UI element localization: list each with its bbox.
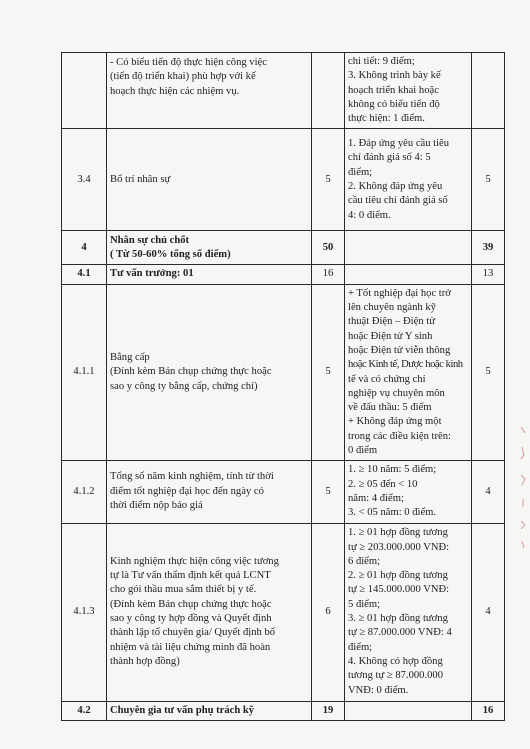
row-criteria: chi tiết: 9 điểm; 3. Không trình bày kế hoạch triển khai hoặc không có biểu tiến độ thực hiện: 1 điểm. [345, 53, 472, 129]
row-score: 5 [472, 284, 505, 461]
row-content: Tổng số năm kinh nghiệm, tính từ thời điểm tốt nghiệp đại học đến ngày có thời điểm nộp báo giá [107, 461, 312, 523]
row-max-score: 5 [312, 461, 345, 523]
row-max-score: 50 [312, 231, 345, 265]
row-number: 4.1 [62, 265, 107, 284]
row-score [472, 53, 505, 129]
row-max-score: 5 [312, 284, 345, 461]
table-row [62, 53, 505, 129]
row-score: 39 [472, 231, 505, 265]
row-number: 3.4 [62, 129, 107, 231]
row-number: 4.2 [62, 701, 107, 720]
row-criteria [345, 265, 472, 284]
table-row [62, 129, 505, 231]
row-content: Tư vấn trưởng: 01 [107, 265, 312, 284]
row-score: 5 [472, 129, 505, 231]
row-criteria: 1. ≥ 10 năm: 5 điểm; 2. ≥ 05 đến < 10 năm: 4 điểm; 3. < 05 năm: 0 điểm. [345, 461, 472, 523]
row-score: 4 [472, 523, 505, 701]
row-number [62, 53, 107, 129]
row-content: - Có biểu tiến độ thực hiện công việc (tiến độ triển khai) phù hợp với kế hoạch thực hiện các nhiệm vụ. [107, 53, 312, 129]
table-row [62, 265, 505, 284]
row-content: Nhân sự chủ chốt ( Từ 50-60% tổng số điểm) [107, 231, 312, 265]
handwritten-mark-icon [519, 425, 527, 550]
row-number: 4.1.1 [62, 284, 107, 461]
row-score: 13 [472, 265, 505, 284]
row-criteria: 1. Đáp ứng yêu cầu tiêu chí đánh giá số 4: 5 điểm; 2. Không đáp ứng yêu cầu tiêu chí đánh giá số 4: 0 điểm. [345, 129, 472, 231]
row-content: Bố trí nhân sự [107, 129, 312, 231]
table-row [62, 231, 505, 265]
row-content: Bằng cấp (Đính kèm Bản chụp chứng thực hoặc sao y công ty bằng cấp, chứng chỉ) [107, 284, 312, 461]
row-score: 16 [472, 701, 505, 720]
row-max-score [312, 53, 345, 129]
row-criteria [345, 701, 472, 720]
row-criteria: 1. ≥ 01 hợp đồng tương tự ≥ 203.000.000 VNĐ: 6 điểm; 2. ≥ 01 hợp đồng tương tự ≥ 145.000.000 VNĐ: 5 điểm; 3. ≥ 01 hợp đồng tương tự ≥ 87.000.000 VNĐ: 4 điểm; 4. Không có hợp đồng tương tự ≥ 87.000.000 VNĐ: 0 điểm. [345, 523, 472, 701]
row-number: 4 [62, 231, 107, 265]
table-row [62, 523, 505, 701]
table-row [62, 701, 505, 720]
row-number: 4.1.3 [62, 523, 107, 701]
row-number: 4.1.2 [62, 461, 107, 523]
row-criteria [345, 231, 472, 265]
row-max-score: 6 [312, 523, 345, 701]
row-max-score: 16 [312, 265, 345, 284]
row-content: Kinh nghiệm thực hiện công việc tương tự là Tư vấn thẩm định kết quả LCNT cho gói thầu mua sắm thiết bị y tế. (Đính kèm Bản chụp chứng thực hoặc sao y công ty hợp đồng và Quyết định thành lập tổ chuyên gia/ Quyết định bổ nhiệm và tài liệu chứng minh đã hoàn thành hợp đồng) [107, 523, 312, 701]
row-content: Chuyên gia tư vấn phụ trách kỹ [107, 701, 312, 720]
table-row [62, 461, 505, 523]
row-score: 4 [472, 461, 505, 523]
row-max-score: 5 [312, 129, 345, 231]
evaluation-table [61, 52, 505, 721]
table-row [62, 284, 505, 461]
row-criteria: + Tốt nghiệp đại học trở lên chuyên ngành kỹ thuật Điện – Điện tử hoặc Điện tử Y sinh hoặc Điện tử viễn thông hoặc Kinh tế, Dược hoặc kinh tế và có chứng chỉ nghiệp vụ chuyên môn về đấu thầu: 5 điểm + Không đáp ứng một trong các điều kiện trên: 0 điểm [345, 284, 472, 461]
row-max-score: 19 [312, 701, 345, 720]
